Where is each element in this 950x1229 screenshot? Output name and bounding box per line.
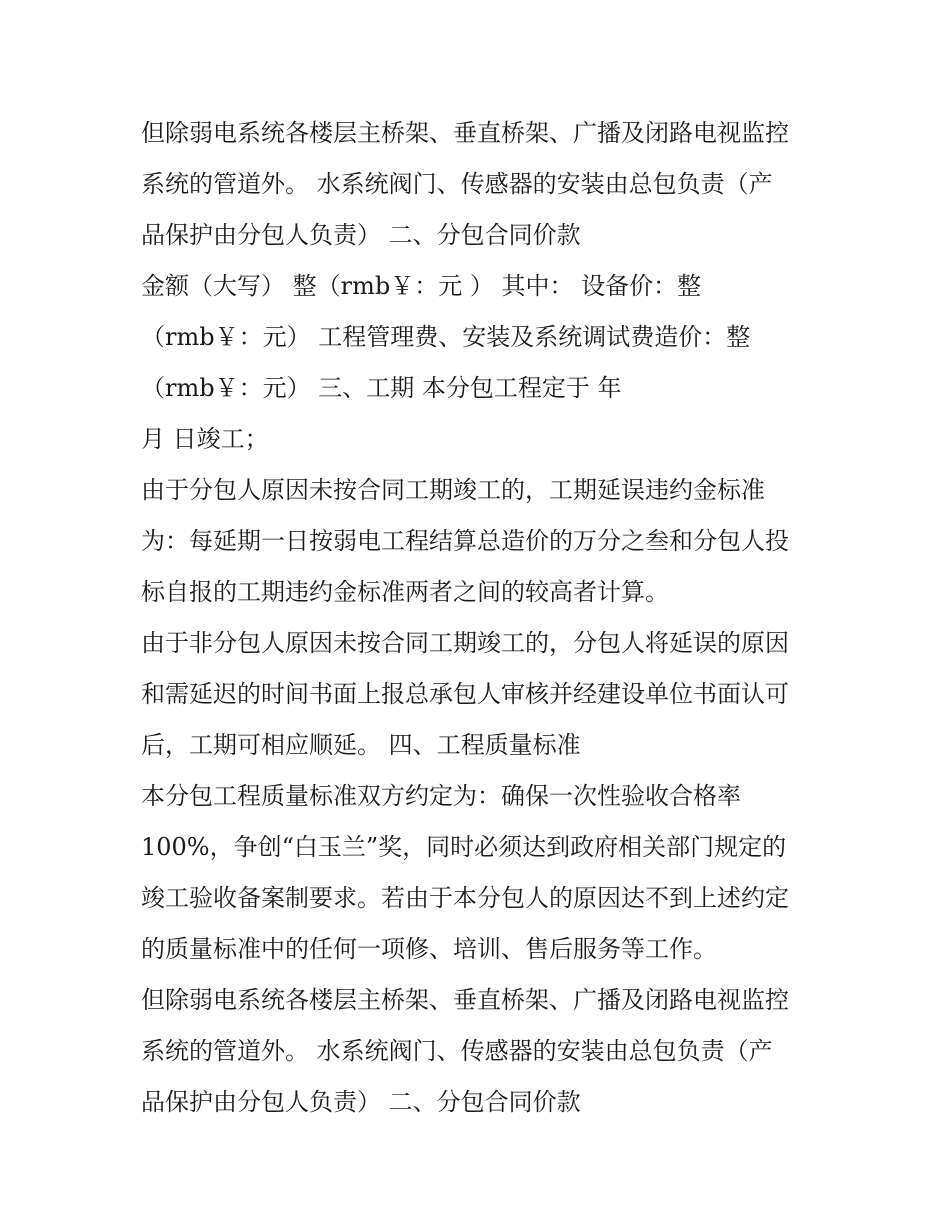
text-line: 但除弱电系统各楼层主桥架、垂直桥架、广播及闭路电视监控 xyxy=(141,986,789,1014)
text-line: 和需延迟的时间书面上报总承包人审核并经建设单位书面认可 xyxy=(141,680,789,708)
text-line: 品保护由分包人负责） 二、分包合同价款 xyxy=(141,1088,581,1116)
contract-text-body xyxy=(141,108,841,1128)
text-line: （rmb￥：元） 工程管理费、安装及系统调试费造价：整 xyxy=(141,323,751,351)
text-line: （rmb￥：元） 三、工期 本分包工程定于 年 xyxy=(141,374,622,402)
text-line: 本分包工程质量标准双方约定为：确保一次性验收合格率 xyxy=(141,782,741,810)
text-line: 为：每延期一日按弱电工程结算总造价的万分之叁和分包人投 xyxy=(141,527,789,555)
text-line: 但除弱电系统各楼层主桥架、垂直桥架、广播及闭路电视监控 xyxy=(141,119,789,147)
text-line: 100%，争创“白玉兰”奖，同时必须达到政府相关部门规定的 xyxy=(141,833,787,861)
text-line: 由于分包人原因未按合同工期竣工的，工期延误违约金标准 xyxy=(141,476,765,504)
text-line: 金额（大写） 整（rmb￥：元 ） 其中： 设备价：整 xyxy=(141,272,702,300)
text-line: 系统的管道外。 水系统阀门、传感器的安装由总包负责（产 xyxy=(141,170,773,198)
text-line: 由于非分包人原因未按合同工期竣工的，分包人将延误的原因 xyxy=(141,629,789,657)
text-line: 的质量标准中的任何一项修、培训、售后服务等工作。 xyxy=(141,935,717,963)
text-line: 月 日竣工； xyxy=(141,425,269,453)
text-line: 品保护由分包人负责） 二、分包合同价款 xyxy=(141,221,581,249)
text-line: 后，工期可相应顺延。 四、工程质量标准 xyxy=(141,731,581,759)
text-line: 系统的管道外。 水系统阀门、传感器的安装由总包负责（产 xyxy=(141,1037,773,1065)
text-line: 竣工验收备案制要求。若由于本分包人的原因达不到上述约定 xyxy=(141,884,789,912)
text-line: 标自报的工期违约金标准两者之间的较高者计算。 xyxy=(141,578,669,606)
